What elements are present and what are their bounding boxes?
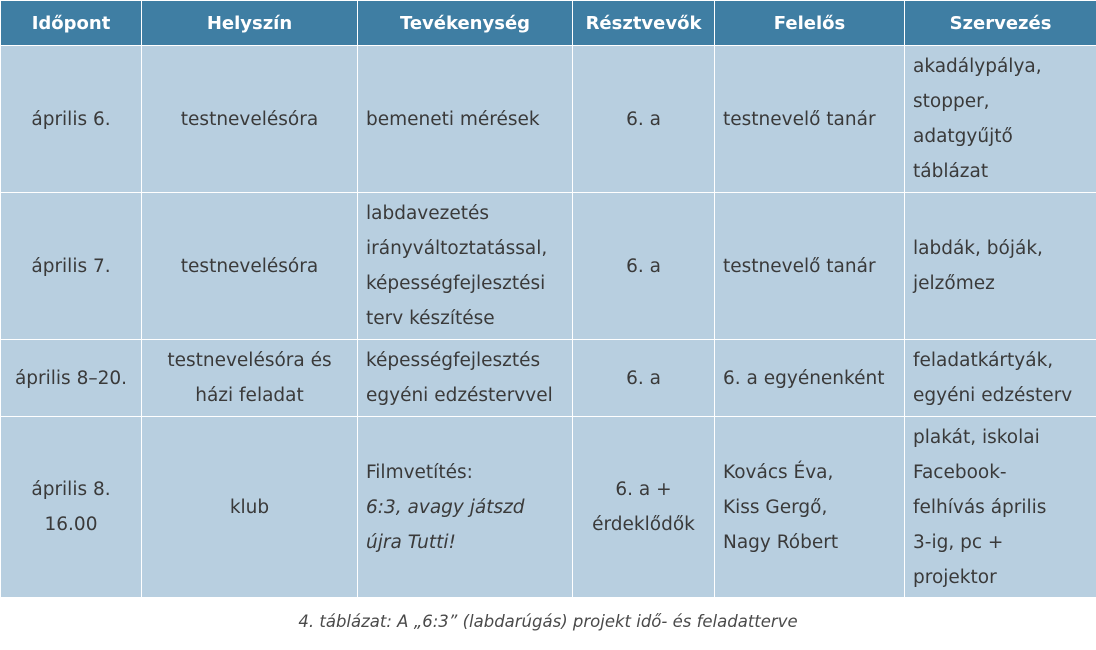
cell-felelos <box>715 193 905 340</box>
table-row <box>1 46 1096 193</box>
cell-line: testnevelő tanár <box>723 108 876 130</box>
cell-line: irányváltoztatással, <box>366 238 548 259</box>
cell-szervezes <box>905 193 1096 340</box>
cell-line: klub <box>229 496 270 518</box>
cell-line: képességfejlesztési <box>366 273 546 294</box>
cell-line: Kiss Gergő, <box>723 496 828 518</box>
cell-line: 6. a + <box>615 479 672 500</box>
cell-resztvevok <box>573 417 715 598</box>
cell-felelos <box>715 340 905 417</box>
cell-line: 3-ig, pc + <box>913 531 1004 553</box>
cell-idopont <box>1 46 142 193</box>
cell-line: labdavezetés <box>366 203 489 224</box>
table-row <box>1 417 1096 598</box>
header-resztvevok: Résztvevők <box>573 1 715 46</box>
cell-line: április 8–20. <box>14 367 128 389</box>
cell-idopont <box>1 340 142 417</box>
cell-line: akadálypálya, <box>913 56 1042 77</box>
cell-line: jelzőmez <box>913 273 995 294</box>
cell-line: 16.00 <box>44 514 98 535</box>
cell-line: felhívás április <box>913 496 1047 518</box>
cell-line: 6. a egyénenként <box>723 367 885 389</box>
cell-helyszin <box>142 193 358 340</box>
header-szervezes: Szervezés <box>905 1 1096 46</box>
cell-line: április 7. <box>31 255 111 277</box>
cell-resztvevok <box>573 193 715 340</box>
cell-line: egyéni edzéstervvel <box>366 385 553 406</box>
cell-line: testnevelő tanár <box>723 255 876 277</box>
table-row <box>1 193 1096 340</box>
cell-helyszin <box>142 46 358 193</box>
cell-tevekenyseg <box>358 417 573 598</box>
cell-helyszin <box>142 340 358 417</box>
cell-line: projektor <box>913 566 997 588</box>
header-helyszin: Helyszín <box>142 1 358 46</box>
header-idopont: Időpont <box>1 1 142 46</box>
cell-line: képességfejlesztés <box>366 350 541 371</box>
cell-line: Facebook- <box>913 461 1007 483</box>
header-felelos: Felelős <box>715 1 905 46</box>
cell-line: érdeklődők <box>592 514 695 535</box>
cell-line: testnevelésóra <box>180 108 319 130</box>
cell-line: Nagy Róbert <box>723 531 839 553</box>
cell-line: házi feladat <box>195 385 304 406</box>
cell-felelos <box>715 417 905 598</box>
cell-tevekenyseg <box>358 193 573 340</box>
cell-idopont <box>1 193 142 340</box>
table-caption: 4. táblázat: A „6:3” (labdarúgás) projekt idő- és feladatterve <box>298 612 798 631</box>
cell-line: 6. a <box>626 367 661 389</box>
cell-line: stopper, <box>913 91 990 112</box>
cell-szervezes <box>905 340 1096 417</box>
header-tevekenyseg: Tevékenység <box>358 1 573 46</box>
cell-line: 6. a <box>626 255 661 277</box>
cell-felelos <box>715 46 905 193</box>
cell-line: adatgyűjtő <box>913 126 1013 147</box>
table-row <box>1 340 1096 417</box>
cell-helyszin <box>142 417 358 598</box>
cell-line: Kovács Éva, <box>723 461 834 483</box>
cell-line: labdák, bóják, <box>913 238 1043 259</box>
film-title-line: újra Tutti! <box>366 531 456 553</box>
cell-resztvevok <box>573 46 715 193</box>
cell-idopont <box>1 417 142 598</box>
cell-line: testnevelésóra és <box>167 350 332 371</box>
cell-line: feladatkártyák, <box>913 350 1054 371</box>
cell-szervezes <box>905 417 1096 598</box>
cell-line: táblázat <box>913 161 989 182</box>
cell-resztvevok <box>573 340 715 417</box>
header-row <box>1 1 1096 46</box>
cell-tevekenyseg <box>358 340 573 417</box>
cell-szervezes <box>905 46 1096 193</box>
cell-line: 6. a <box>626 108 661 130</box>
cell-line: április 6. <box>31 108 111 130</box>
cell-line: egyéni edzésterv <box>913 385 1073 406</box>
cell-line: Filmvetítés: <box>366 461 473 483</box>
cell-line: április 8. <box>31 479 111 500</box>
cell-line: bemeneti mérések <box>366 108 540 130</box>
cell-tevekenyseg <box>358 46 573 193</box>
film-title-line: 6:3, avagy játszd <box>366 496 525 518</box>
cell-line: terv készítése <box>366 308 495 329</box>
cell-line: plakát, iskolai <box>913 426 1040 448</box>
cell-line: testnevelésóra <box>180 255 319 277</box>
